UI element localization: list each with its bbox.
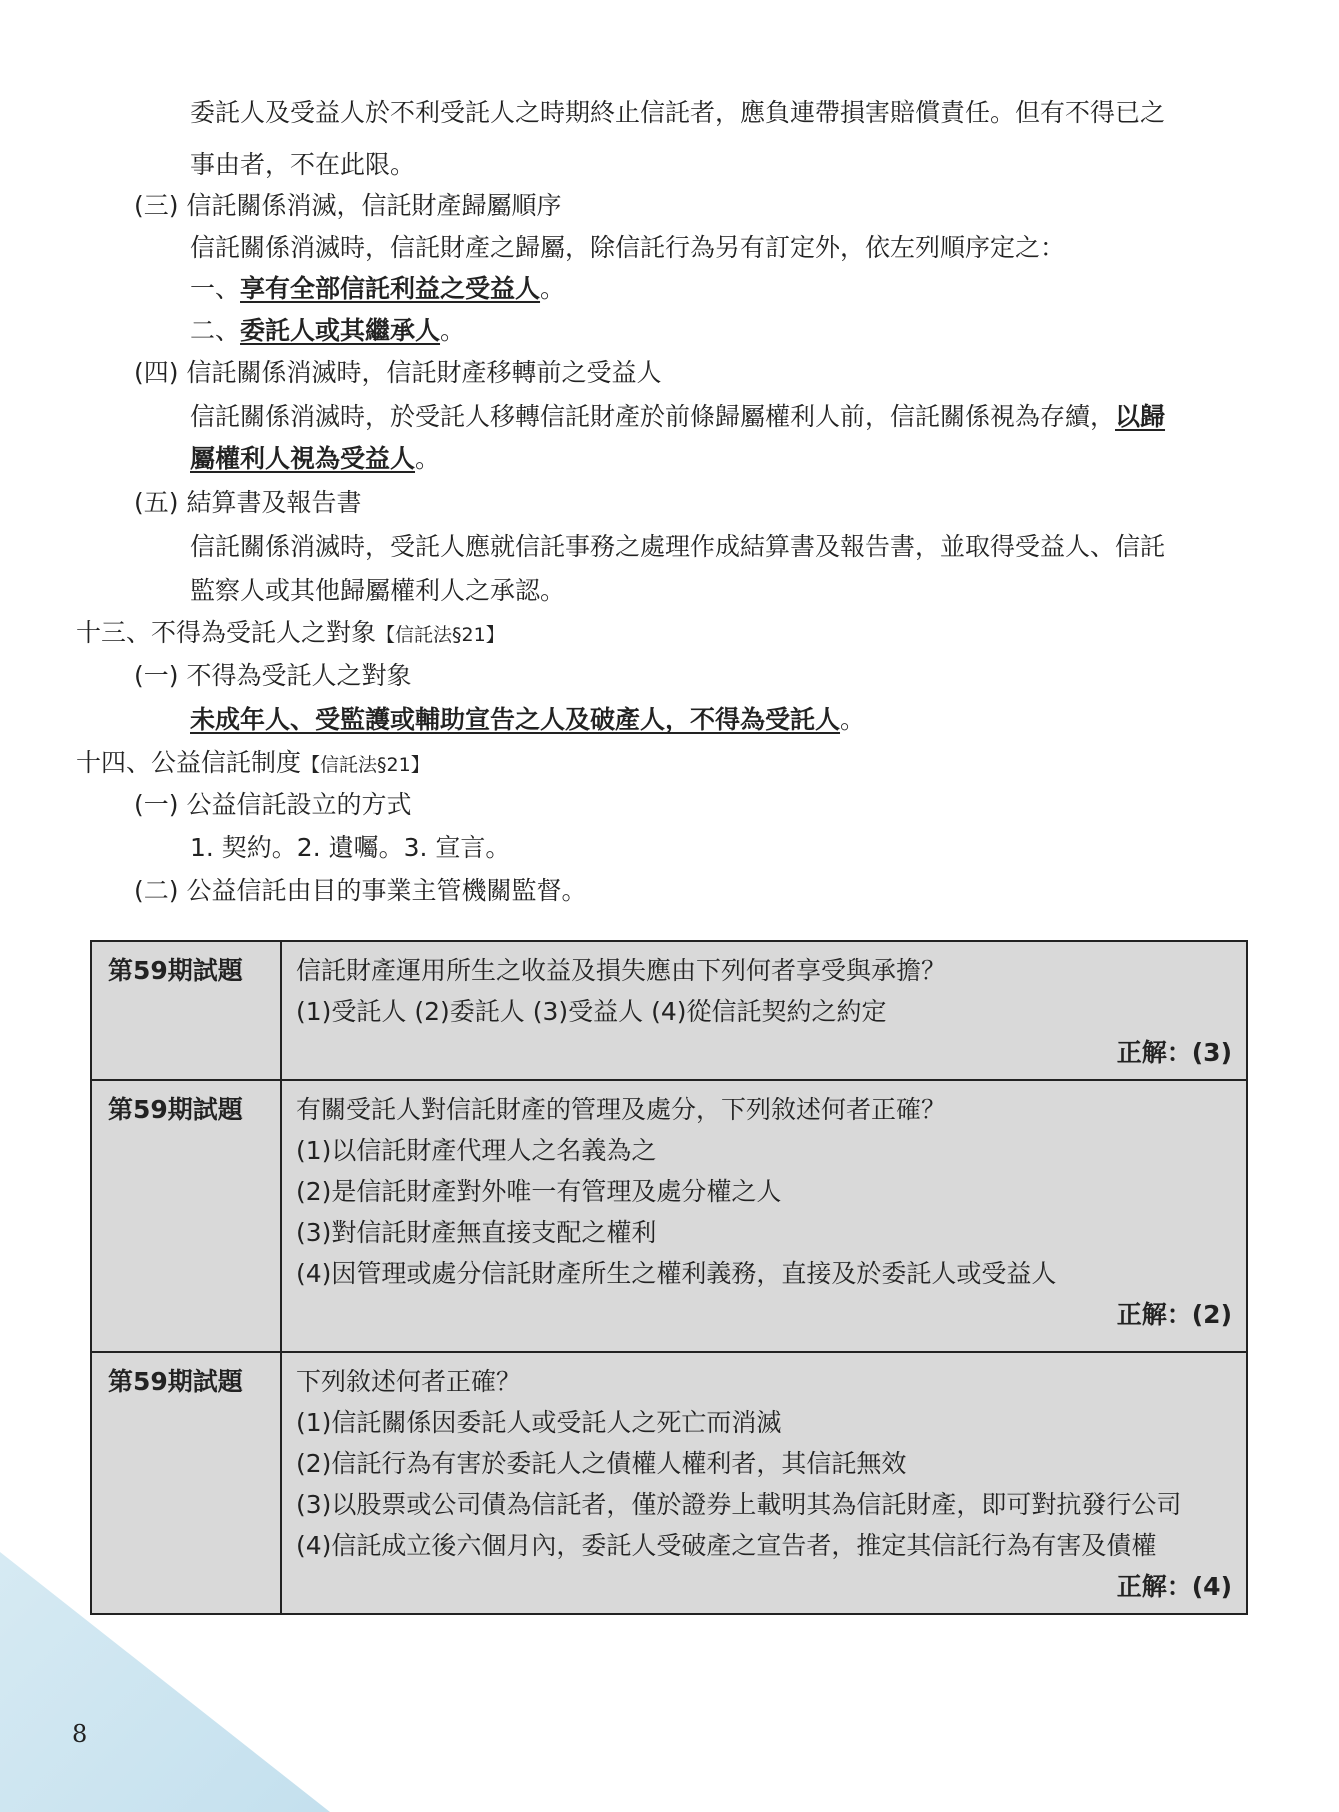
question-text: 信託財產運用所生之收益及損失應由下列何者享受與承擔？ (296, 956, 947, 985)
question-text: 下列敘述何者正確？ (296, 1367, 522, 1396)
subsection-heading: (一) 公益信託設立的方式 (134, 790, 412, 819)
section-heading-3: (三) 信託關係消滅，信託財產歸屬順序 (134, 191, 562, 220)
text-line (190, 442, 440, 476)
page-number: 8 (72, 1720, 88, 1748)
question-options: (1)受託人 (2)委託人 (3)受益人 (4)從信託契約之約定 (296, 997, 887, 1026)
question-option: (2)信託行為有害於委託人之債權人權利者，其信託無效 (296, 1449, 907, 1478)
punctuation: 。 (415, 444, 441, 473)
heading-text: 十三、不得為受託人之對象 (76, 618, 377, 647)
emphasis-text: 以歸 (1115, 402, 1166, 431)
question-option: (3)對信託財產無直接支配之權利 (296, 1218, 657, 1247)
text-line (190, 400, 1165, 434)
answer-text: 正解：(4) (1116, 1572, 1232, 1601)
question-option: (2)是信託財產對外唯一有管理及處分權之人 (296, 1177, 782, 1206)
emphasis-text: 委託人或其繼承人 (240, 316, 441, 345)
law-reference: 【信託法§21】 (376, 624, 505, 646)
table-row (91, 1080, 1247, 1352)
question-text: 有關受託人對信託財產的管理及處分，下列敘述何者正確？ (296, 1095, 947, 1124)
question-option: (4)因管理或處分信託財產所生之權利義務，直接及於委託人或受益人 (296, 1259, 1057, 1288)
question-content (281, 941, 1247, 1080)
punctuation: 。 (840, 705, 866, 734)
text-line: 信託關係消滅時，信託財產之歸屬，除信託行為另有訂定外，依左列順序定之： (190, 233, 1066, 262)
subsection-heading: (二) 公益信託由目的事業主管機關監督。 (134, 876, 587, 905)
table-row (91, 941, 1247, 1080)
list-marker: 一、 (190, 274, 241, 303)
question-option: (1)信託關係因委託人或受託人之死亡而消滅 (296, 1408, 782, 1437)
text-line: 監察人或其他歸屬權利人之承認。 (190, 576, 566, 605)
text-line: 1. 契約。2. 遺囑。3. 宣言。 (190, 833, 511, 862)
subsection-heading: (一) 不得為受託人之對象 (134, 661, 412, 690)
emphasis-text: 屬權利人視為受益人 (190, 444, 416, 473)
question-label: 第59期試題 (91, 1352, 281, 1614)
question-label: 第59期試題 (91, 941, 281, 1080)
heading-text: 十四、公益信託制度 (76, 748, 302, 777)
question-option: (3)以股票或公司債為信託者，僅於證券上載明其為信託財產，即可對抗發行公司 (296, 1490, 1182, 1519)
answer-text: 正解：(2) (1116, 1300, 1232, 1329)
punctuation: 。 (440, 316, 466, 345)
chapter-heading-13 (76, 616, 505, 652)
question-option: (4)信託成立後六個月內，委託人受破產之宣告者，推定其信託行為有害及債權 (296, 1531, 1157, 1560)
question-option: (1)以信託財產代理人之名義為之 (296, 1136, 657, 1165)
text-line (190, 703, 865, 737)
list-item (190, 314, 465, 348)
text-line: 事由者，不在此限。 (190, 150, 416, 179)
question-content (281, 1080, 1247, 1352)
emphasis-text: 未成年人、受監護或輔助宣告之人及破產人，不得為受託人 (190, 705, 841, 734)
exam-questions-table (90, 940, 1248, 1615)
emphasis-text: 享有全部信託利益之受益人 (240, 274, 541, 303)
section-heading-4: (四) 信託關係消滅時，信託財產移轉前之受益人 (134, 358, 662, 387)
table-row (91, 1352, 1247, 1614)
question-label: 第59期試題 (91, 1080, 281, 1352)
plain-text: 信託關係消滅時，於受託人移轉信託財產於前條歸屬權利人前，信託關係視為存續， (190, 402, 1116, 431)
question-content (281, 1352, 1247, 1614)
law-reference: 【信託法§21】 (301, 754, 430, 776)
answer-text: 正解：(3) (1116, 1038, 1232, 1067)
section-heading-5: (五) 結算書及報告書 (134, 488, 362, 517)
list-marker: 二、 (190, 316, 241, 345)
text-line: 信託關係消滅時，受託人應就信託事務之處理作成結算書及報告書，並取得受益人、信託 (190, 532, 1166, 561)
text-line: 委託人及受益人於不利受託人之時期終止信託者，應負連帶損害賠償責任。但有不得已之 (190, 98, 1166, 127)
list-item (190, 272, 565, 306)
chapter-heading-14 (76, 746, 430, 782)
punctuation: 。 (540, 274, 566, 303)
